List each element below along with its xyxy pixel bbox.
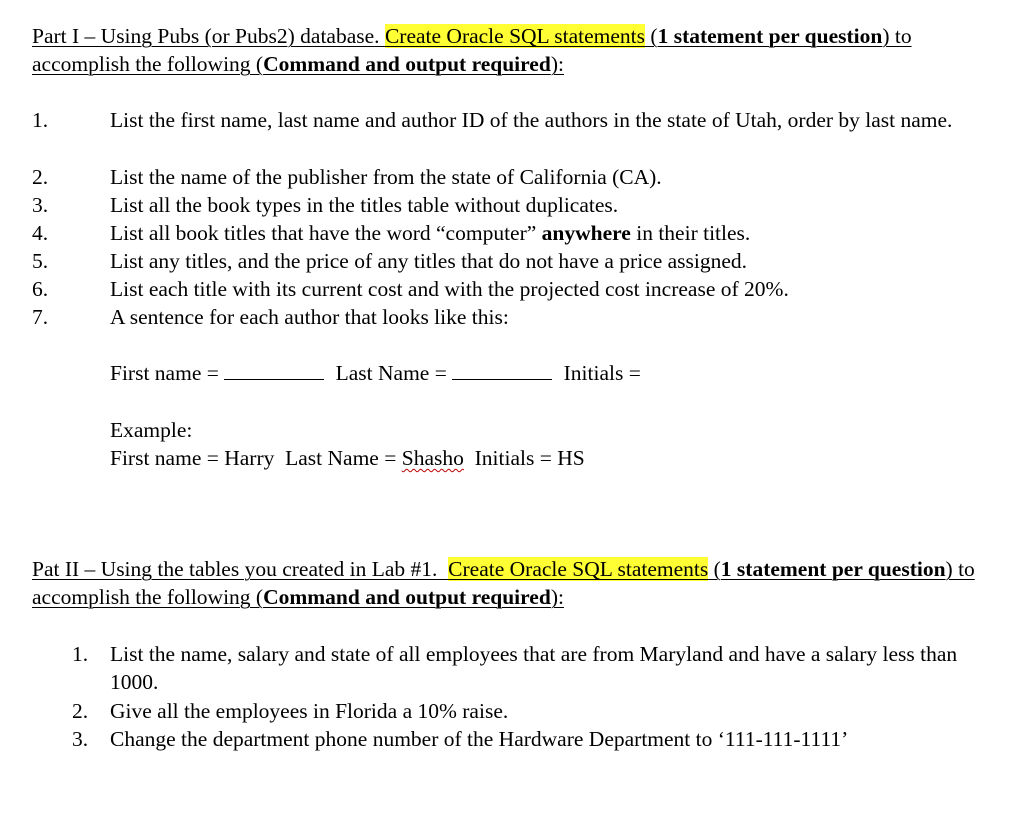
part2-heading-intro: Pat II – Using the tables you created in Lab #1. [32,557,449,581]
part1-heading [32,22,992,78]
part2-heading [32,555,992,611]
item-text: List all the book types in the titles table without duplicates. [110,193,619,217]
item-number: 4. [32,221,49,245]
item-number: 6. [32,277,49,301]
item-number: 1. [32,108,49,132]
item-text: List the first name, last name and author ID of the authors in the state of Utah, order by last name. [110,108,953,132]
item-number: 7. [32,305,49,329]
part1-heading-intro: Part I – Using Pubs (or Pubs2) database. [32,24,385,48]
part2-heading-highlight: Create Oracle SQL statements [448,557,709,581]
item-number: 2. [32,165,49,189]
author-sentence-template [110,359,641,387]
part1-heading-end: ): [550,52,564,76]
template-last-name-blank [452,359,552,380]
example-pre: First name = Harry Last Name = [110,446,402,470]
example-label: Example: [110,418,193,442]
part2-heading-bold-2: Command and output required [263,585,551,609]
item-number: 5. [32,249,49,273]
part1-heading-highlight: Create Oracle SQL statements [384,24,646,48]
item-text-post: in their titles. [630,221,751,245]
item-text: List each title with its current cost and with the projected cost increase of 20%. [110,277,789,301]
item-text: List the name, salary and state of all employees that are from Maryland and have a salary less than 1000. [110,642,958,694]
item-number: 1. [72,642,89,666]
item-number: 2. [72,699,89,723]
template-first-name-blank [224,359,324,380]
item-text: List the name of the publisher from the state of California (CA). [110,165,662,189]
part1-heading-bold-1: 1 statement per question [657,24,883,48]
part1-heading-paren-open: ( [645,24,658,48]
item-text-pre: List all book titles that have the word “computer” [110,221,542,245]
item-text-emphasis: anywhere [541,221,631,245]
template-first-name-label: First name = [110,361,219,385]
part2-heading-paren-open: ( [708,557,721,581]
item-text: Change the department phone number of the Hardware Department to ‘111-111-1111’ [110,727,849,751]
part1-heading-bold-2: Command and output required [263,52,551,76]
template-initials-label: Initials = [563,361,641,385]
item-number: 3. [72,727,89,751]
item-text: A sentence for each author that looks like this: [110,305,509,329]
part2-heading-mid: ) to accomplish the following ( [32,557,975,609]
item-number: 3. [32,193,49,217]
template-last-name-label: Last Name = [335,361,447,385]
part2-heading-bold-1: 1 statement per question [720,557,946,581]
example-surname: Shasho [401,446,464,470]
example-sentence [110,444,585,472]
example-post: Initials = HS [463,446,585,470]
part2-heading-end: ): [550,585,564,609]
item-text [110,219,980,247]
item-text: Give all the employees in Florida a 10% raise. [110,699,509,723]
item-text: List any titles, and the price of any titles that do not have a price assigned. [110,249,748,273]
part1-heading-mid: ) to accomplish the following ( [32,24,912,76]
